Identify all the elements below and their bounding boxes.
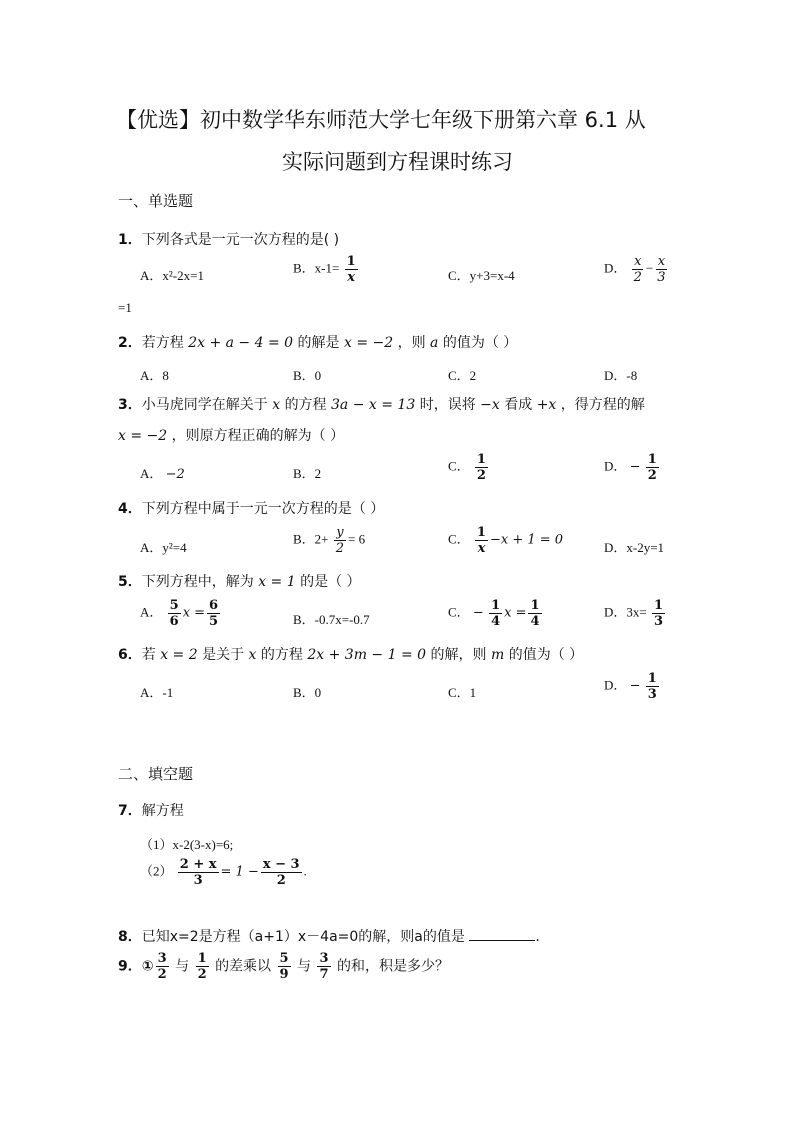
fraction: $\frac{1}{2}$ xyxy=(476,452,486,483)
q4-option-d: D．x-2y=1 xyxy=(604,540,665,555)
fraction: $\frac{1}{x}$ xyxy=(476,525,486,556)
question-3-stem-line-2: x = −2 ，则原方程正确的解为（ ） xyxy=(118,428,345,444)
q6-option-c: C．1 xyxy=(448,685,477,700)
fraction: $\frac{1}{4}$ xyxy=(491,598,501,629)
q6-option-b: B．0 xyxy=(293,685,322,700)
q4-option-b: B．2+ $\frac{y}{2}$ = 6 xyxy=(293,525,366,556)
q5-option-d: D．3x= $\frac{1}{3}$ xyxy=(604,598,664,629)
fraction: $\frac{5}{6}$ xyxy=(169,598,179,629)
q1-option-a: A．x²-2x=1 xyxy=(140,268,204,283)
q7-subquestion-2: （2） $\frac{2 + x}{3}$ = 1 − $\frac{x - 3}{2}$ . xyxy=(140,857,307,888)
q4-option-c: C． $\frac{1}{x}$ −x + 1 = 0 xyxy=(448,525,564,556)
circled-number: ① xyxy=(141,958,154,975)
fraction: $\frac{1}{3}$ xyxy=(647,671,657,702)
fraction: $\frac{1}{x}$ xyxy=(346,254,356,285)
q3-option-d: D． − $\frac{1}{2}$ xyxy=(604,452,657,483)
fraction: $\frac{x}{3}$ xyxy=(657,254,666,285)
q1-option-d-continued: =1 xyxy=(118,300,132,315)
section-heading-fill-in: 二、填空题 xyxy=(118,765,194,783)
fraction: $\frac{2 + x}{3}$ xyxy=(179,857,217,888)
fraction: $\frac{5}{9}$ xyxy=(279,951,289,982)
question-9-stem: 9．① $\frac{3}{2}$ 与 $\frac{1}{2}$ 的差乘以 $\frac{5}{9}$ 与 $\frac{3}{7}$ 的和，积是多少？ xyxy=(118,951,449,982)
page-title xyxy=(116,104,646,134)
q3-option-b: B．2 xyxy=(293,466,322,481)
section-heading-single-choice: 一、单选题 xyxy=(118,192,194,210)
q4-option-a: A．y²=4 xyxy=(140,540,187,555)
q1-option-b: B．x-1= $\frac{1}{x}$ xyxy=(293,254,356,285)
question-5-stem: 5．下列方程中，解为 x = 1 的是（ ） xyxy=(118,574,361,590)
q2-option-b: B．0 xyxy=(293,368,322,383)
q6-option-a: A．-1 xyxy=(140,685,174,700)
question-4-stem: 4．下列方程中属于一元一次方程的是（ ） xyxy=(118,501,385,517)
answer-blank xyxy=(469,928,535,941)
q2-option-c: C．2 xyxy=(448,368,477,383)
question-3-stem: 3．小马虎同学在解关于 x 的方程 3a − x = 13 时，误将 −x 看成 +x ，得方程的解 xyxy=(118,397,645,413)
question-8-stem: 8．已知x=2是方程（a+1）x－4a=0的解，则a的值是 . xyxy=(118,929,540,945)
question-2-stem: 2．若方程 2x + a − 4 = 0 的解是 x = −2 ，则 a 的值为（ ） xyxy=(118,335,518,351)
question-6-stem: 6．若 x = 2 是关于 x 的方程 2x + 3m − 1 = 0 的解，则 m 的值为（ ） xyxy=(118,647,584,663)
q6-option-d: D． − $\frac{1}{3}$ xyxy=(604,671,657,702)
q5-option-a: A． $\frac{5}{6}$ x = $\frac{6}{5}$ xyxy=(140,598,219,629)
q2-option-a: A．8 xyxy=(140,368,169,383)
page-title-line-2: 实际问题到方程课时练习 xyxy=(282,150,513,174)
question-number: 1． xyxy=(118,232,142,248)
q5-option-c: C． − $\frac{1}{4}$ x = $\frac{1}{4}$ xyxy=(448,598,540,629)
fraction: $\frac{3}{7}$ xyxy=(319,951,329,982)
fraction: $\frac{1}{2}$ xyxy=(197,951,207,982)
question-1-stem: 1．下列各式是一元一次方程的是( ) xyxy=(118,232,340,248)
fraction: $\frac{3}{2}$ xyxy=(157,951,167,982)
q5-option-b: B．-0.7x=-0.7 xyxy=(293,612,370,627)
question-7-stem: 7．解方程 xyxy=(118,803,184,819)
fraction: $\frac{1}{4}$ xyxy=(530,598,540,629)
q1-option-d: D． $\frac{x}{2}$ − $\frac{x}{3}$ xyxy=(604,254,666,285)
q3-option-a: A． −2 xyxy=(140,466,185,482)
fraction: $\frac{x - 3}{2}$ xyxy=(262,857,300,888)
q3-option-c: C． $\frac{1}{2}$ xyxy=(448,452,486,483)
title-line-1: 【优选】初中数学华东师范大学七年级下册第六章 6.1 从 xyxy=(116,108,646,132)
fraction: $\frac{y}{2}$ xyxy=(335,525,345,556)
fraction: $\frac{1}{2}$ xyxy=(647,452,657,483)
q1-option-c: C．y+3=x-4 xyxy=(448,268,515,283)
fraction: $\frac{1}{3}$ xyxy=(653,598,664,629)
q7-subquestion-1: （1）x-2(3-x)=6; xyxy=(140,837,234,852)
fraction: $\frac{6}{5}$ xyxy=(209,598,219,629)
q2-option-d: D．-8 xyxy=(604,368,638,383)
fraction: $\frac{x}{2}$ xyxy=(633,254,642,285)
